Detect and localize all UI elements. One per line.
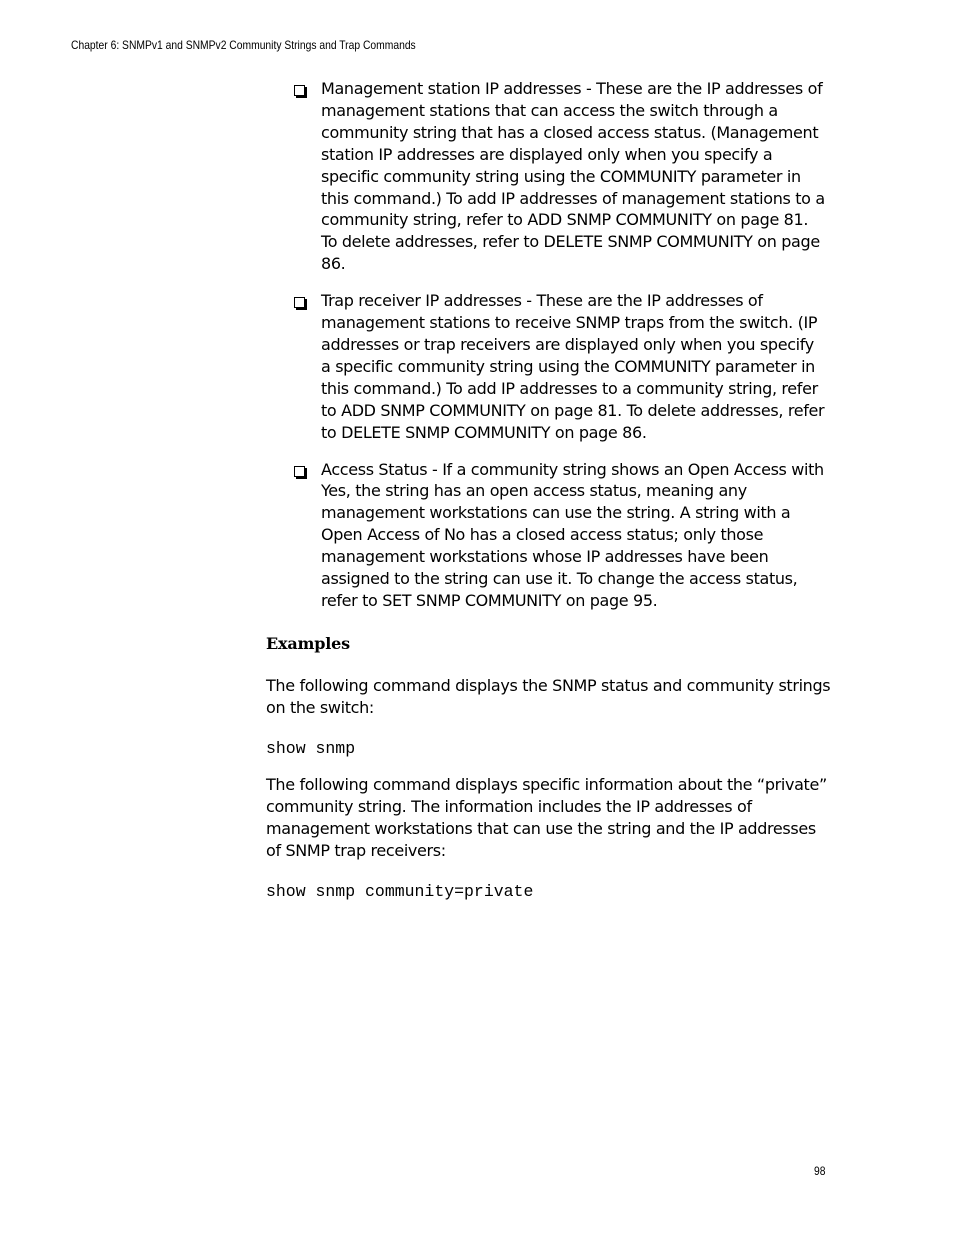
examples-heading: Examples: [266, 634, 350, 653]
bullet-item-access-status: [294, 459, 834, 612]
bullet-text: Management station IP addresses - These are the IP addresses of management stations that can access the switch through a community string that has a closed access status. (Management station IP addresses are displayed only when you specify a specific community string using the COMMUNITY parameter in this command.) To add IP addresses of management stations to a community string, refer to ADD SNMP COMMUNITY on page 81. To delete addresses, refer to DELETE SNMP COMMUNITY on page 86.: [321, 79, 825, 274]
example-description-paragraph: The following command displays specific information about the “private” community string. The information includes the IP addresses of management workstations that can use the string and the IP addresses of SNMP trap receivers:: [266, 775, 827, 860]
bullet-text: Trap receiver IP addresses - These are the IP addresses of management stations to receive SNMP traps from the switch. (IP addresses or trap receivers are displayed only when you specify a specific community string using the COMMUNITY parameter in this command.) To add IP addresses to a community string, refer to ADD SNMP COMMUNITY on page 81. To delete addresses, refer to DELETE SNMP COMMUNITY on page 86.: [321, 291, 825, 442]
code-example-show-snmp: show snmp: [266, 739, 356, 758]
bullet-text: Access Status - If a community string shows an Open Access with Yes, the string has an open access status, meaning any management workstations can use the string. A string with a Open Access of No has a closed access status; only those management workstations whose IP addresses have been assigned to the string can use it. To change the access status, refer to SET SNMP COMMUNITY on page 95.: [321, 459, 824, 610]
bullet-list: [294, 78, 834, 627]
bullet-item-management-station: [294, 78, 834, 275]
checkbox-bullet-icon: [294, 466, 305, 477]
bullet-item-trap-receiver: [294, 290, 834, 443]
checkbox-bullet-icon: [294, 297, 305, 308]
code-example-show-snmp-community: show snmp community=private: [266, 882, 534, 901]
page-number: 98: [814, 1164, 826, 1178]
checkbox-bullet-icon: [294, 85, 305, 96]
running-header: Chapter 6: SNMPv1 and SNMPv2 Community Strings and Trap Commands: [71, 38, 416, 52]
example-intro-paragraph: The following command displays the SNMP status and community strings on the switch:: [266, 676, 831, 717]
